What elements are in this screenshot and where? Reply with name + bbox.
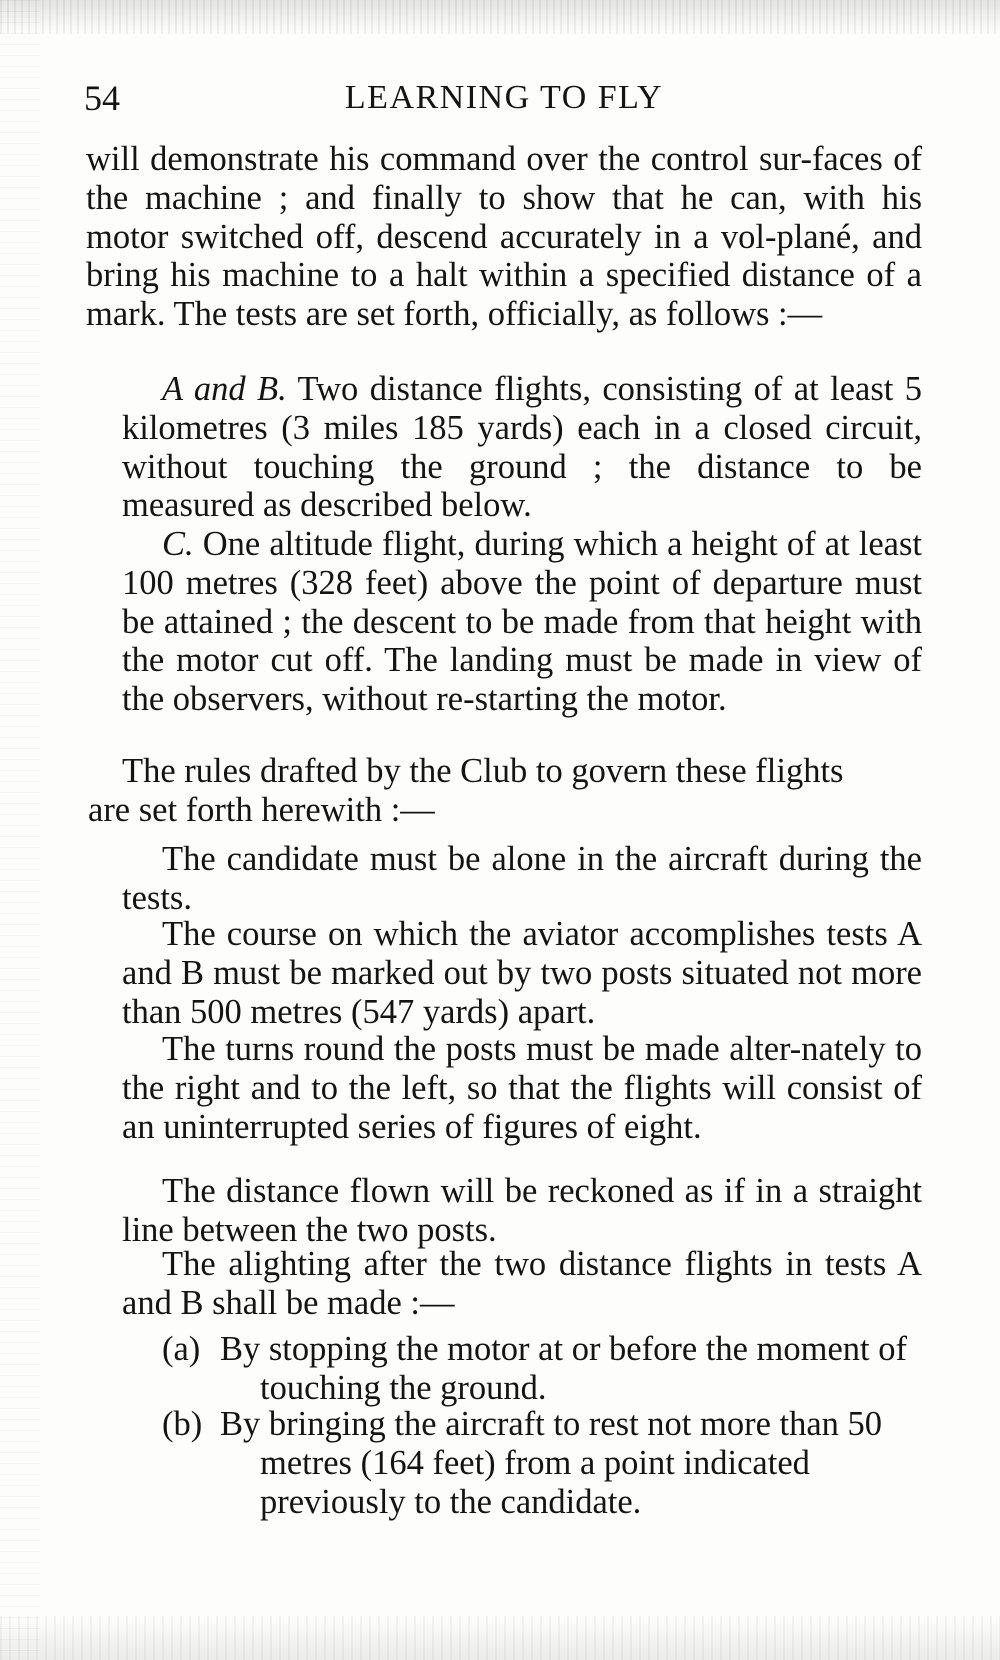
list-marker: (a) [162,1330,201,1368]
page-edge-left [0,0,40,1660]
paragraph-test-a-b [122,370,922,525]
page-edge-bottom [0,1616,1000,1660]
rule-course-posts: The course on which the aviator accomplishes tests A and B must be marked out by two posts situated not more than 500 metres (547 yards) apart. [122,915,922,1031]
test-label-c: C. [162,525,194,563]
page-header [84,76,924,120]
test-text-a-b: Two distance flights, consisting of at least 5 kilometres (3 miles 185 yards) each in a closed circuit, without touching the ground ; the distance to be measured as described below. [122,370,922,525]
list-item-text: By stopping the motor at or before the moment of touching the ground. [220,1330,907,1407]
test-text-c: One altitude flight, during which a height of at least 100 metres (328 feet) above the point of departure must be attained ; the descent to be made from that height with the motor cut off. The landing must be made in view of the observers, without re-starting the motor. [122,525,922,719]
paragraph-test-c [122,525,922,719]
page-edge-top [0,0,1000,34]
paragraph-rules-intro [88,752,922,830]
rule-turns: The turns round the posts must be made alter-nately to the right and to the left, so that the flights will consist of an uninterrupted series of figures of eight. [122,1030,922,1146]
rule-distance: The distance flown will be reckoned as if in a straight line between the two posts. [122,1172,922,1249]
list-item [162,1405,922,1525]
rules-intro-line-2: are set forth herewith :— [88,790,435,829]
paragraph-1: will demonstrate his command over the control sur-faces of the machine ; and finally to show that he can, with his motor switched off, descend accurately in a vol-plané, and bring his machine to a halt within a specified distance of a mark. The tests are set forth, officially, as follows :— [86,140,922,334]
list-item-text: By bringing the aircraft to rest not more than 50 metres (164 feet) from a point indicated previously to the candidate. [220,1405,883,1521]
rule-alighting: The alighting after the two distance flights in tests A and B shall be made :— [122,1245,922,1322]
list-marker: (b) [162,1405,203,1443]
rules-intro-line-1: The rules drafted by the Club to govern these flights [122,752,844,790]
rule-candidate-alone: The candidate must be alone in the aircraft during the tests. [122,840,922,917]
list-item [162,1330,922,1410]
page-number: 54 [84,78,120,118]
test-label-a-b: A and B. [162,370,287,408]
running-head: LEARNING TO FLY [344,79,664,116]
